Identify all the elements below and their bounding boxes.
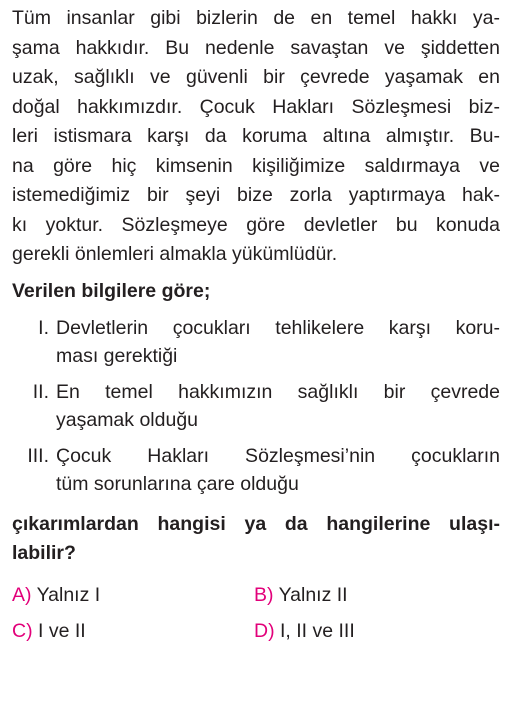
- option-c[interactable]: [12, 618, 254, 644]
- statement-line: yaşamak olduğu: [56, 408, 199, 431]
- statement-text: [56, 442, 500, 498]
- option-letter: D): [254, 619, 275, 642]
- passage-line: uzak, sağlıklı ve güvenli bir çevrede yaşamak en: [12, 66, 500, 88]
- option-letter: C): [12, 619, 33, 642]
- option-d[interactable]: [254, 618, 494, 644]
- statement-line: En temel hakkımızın sağlıklı bir çevrede: [56, 380, 500, 403]
- statement-text: [56, 378, 500, 434]
- passage-line: leri istismara karşı da koruma altına almıştır. Bu-: [12, 125, 500, 147]
- passage-line: kı yoktur. Sözleşmeye göre devletler bu konuda: [12, 213, 500, 236]
- option-b[interactable]: [254, 582, 494, 608]
- passage-text: [12, 4, 500, 270]
- passage-line: istemediğimiz bir şeyi bize zorla yaptırmaya hak-: [12, 184, 500, 206]
- option-text: Yalnız I: [36, 583, 101, 606]
- statement-number: I.: [38, 316, 49, 339]
- question-stem-line: çıkarımlardan hangisi ya da hangilerine ulaşı-: [12, 512, 500, 535]
- statement-text: [56, 314, 500, 370]
- option-text: Yalnız II: [278, 583, 348, 606]
- passage-line: na göre hiç kimsenin kişiliğimize saldırmaya ve: [12, 154, 500, 177]
- statement-line: Çocuk Hakları Sözleşmesi’nin çocukların: [56, 444, 500, 467]
- question-stem: [12, 510, 500, 568]
- option-letter: B): [254, 583, 274, 606]
- option-text: I, II ve III: [280, 619, 355, 642]
- statement-line: Devletlerin çocukları tehlikelere karşı koru-: [56, 316, 500, 339]
- answer-options: [12, 582, 500, 644]
- passage-line: doğal hakkımızdır. Çocuk Hakları Sözleşmesi biz-: [12, 95, 500, 118]
- option-text: I ve II: [38, 619, 86, 642]
- passage-line: şama hakkıdır. Bu nedenle savaştan ve şiddetten: [12, 36, 500, 59]
- statement-item: [12, 442, 500, 498]
- option-letter: A): [12, 583, 32, 606]
- statement-number: II.: [32, 380, 49, 403]
- question-lead: Verilen bilgilere göre;: [12, 279, 211, 302]
- statement-item: [12, 378, 500, 434]
- option-a[interactable]: [12, 582, 254, 608]
- passage-line: gerekli önlemleri almakla yükümlüdür.: [12, 243, 338, 265]
- statement-list: [12, 314, 500, 498]
- statement-line: tüm sorunlarına çare olduğu: [56, 472, 299, 495]
- question-stem-line: labilir?: [12, 541, 76, 564]
- statement-number: III.: [27, 444, 49, 467]
- passage-line: Tüm insanlar gibi bizlerin de en temel hakkı ya-: [12, 7, 500, 29]
- statement-item: [12, 314, 500, 370]
- statement-line: ması gerektiği: [56, 344, 178, 367]
